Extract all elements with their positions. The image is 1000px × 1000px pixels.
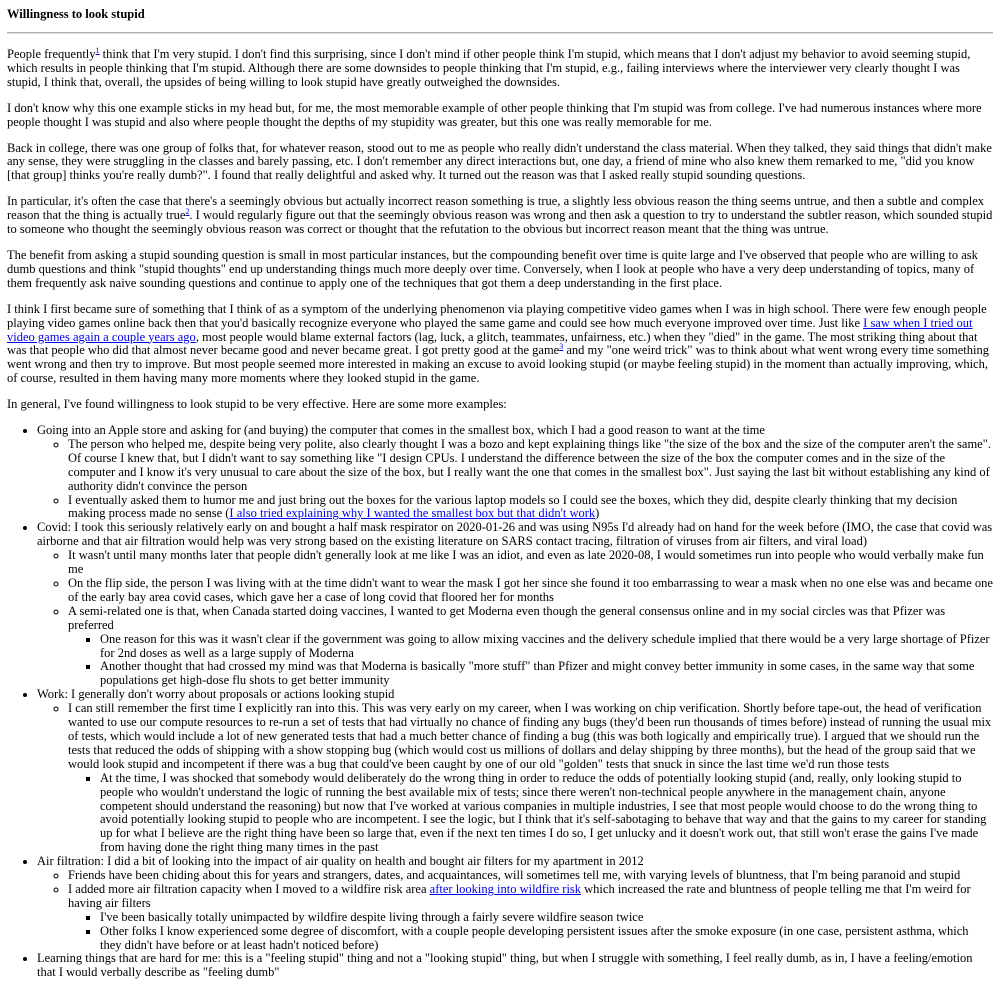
footnote-link-3[interactable]: 3 [559,342,564,352]
paragraph-college-memory: I don't know why this one example sticks in my head but, for me, the most memorable example of other people thinking that I'm stupid was from college. I've had numerous instances where more people thought I was stupid and also where people thought the depths of my stupidity was greater, but this one was really memorable for me. [7,100,982,129]
text: and my "one weird trick" was to think about what went wrong every time something went wrong and then try to improve. But most people seemed more interested in making an excuse to avoid looking stupid (or maybe feeling stupid) in the moment than actually improving, which, of course, resulted in them having many more moments where they looked stupid in the game. [7,343,989,386]
list-item: ◦ Friends have been chiding about this for years and strangers, dates, and acquaintances, will sometimes tell me, with varying levels of bluntness, that I'm being paranoid and stupid [68,869,993,883]
sublist [37,438,993,521]
text: , most people would blame external factors (lag, luck, a glitch, teammates, unfairness, etc.) when they "died" in the game. The most striking thing about that was that people who did that almost never became good and never became great. I got pretty good at the game [7,329,978,358]
list-item-covid [37,521,993,688]
paragraph-video-games [7,303,993,386]
paragraph-compounding-benefit: The benefit from asking a stupid sounding question is small in most particular instances, but the compounding benefit over time is quite large and I've observed that people who are willing to ask dumb questions and think "stupid thoughts" end up understanding things much more deeply over time. Conversely, when I look at people who have a very deep understanding of topics, many of them frequently ask naive sounding questions and continue to apply one of the techniques that got them a deep understanding in the first place. [7,247,978,290]
list-item-text: I added more air filtration capacity when I moved to a wildfire risk area [68,881,430,896]
list-item: ▪ Another thought that had crossed my mind was that Moderna is basically "more stuff" than Pfizer and might convey better immunity in some cases, in the same way that some populations get high-dose flu shots to get better immunity [100,660,993,688]
footnote-link-1[interactable]: 1 [95,46,100,55]
list-item-text: Going into an Apple store and asking for (and buying) the computer that comes in the smallest box, which I had a good reason to want at the time [37,423,765,438]
sublist [68,633,993,689]
paragraph-college-group: Back in college, there was one group of folks that, for whatever reason, stood out to me as people who really didn't understand the class material. When they talked, they said things that didn't make any sense, they were struggling in the classes and barely passing, etc. I don't remember any direct interactions but, one day, a friend of mine who also knew them remarked to me, "did you know [that group] thinks you're really dumb?". I found that really delightful and asked why. It turned out the reason was that I asked really stupid sounding questions. [7,140,992,183]
examples-list [7,424,993,980]
list-item: ▪ I've been basically totally unimpacted by wildfire despite living through a fairly severe wildfire season twice [100,911,993,925]
list-item-work [37,688,993,855]
list-item-text: ) [595,506,600,521]
list-item-text: A semi-related one is that, when Canada started doing vaccines, I wanted to get Moderna even though the general consensus online and in my social circles was that Pfizer was preferred [68,603,946,632]
text: think that I'm very stupid. I don't find this surprising, since I don't mind if other people think I'm stupid, which means that I don't adjust my behavior to avoid seeming stupid, which results in people thinking that I'm stupid. Although there are some downsides to people thinking that I'm stupid, e.g., failing interviews where the interviewer very clearly thought I was stupid, I think that, overall, the upsides of being willing to look stupid have greatly outweighed the downsides. [7,47,971,89]
text: People frequently [7,47,96,61]
list-item [68,883,993,953]
list-item [68,702,993,855]
text: I think I first became sure of something that I think of as a symptom of the underlying phenomenon via playing competitive video games when I was in high school. There were few enough people playing video games online back then that you'd basically recognize everyone who played the same game and could see how much everyone improved over time. Just like [7,301,987,330]
list-item-text: I can still remember the first time I explicitly ran into this. This was very early on my career, when I was working on chip verification. Shortly before tape-out, the head of verification wanted to use our compute resources to re-run a set of tests that had virtually no chance of finding any bugs (they'd been run thousands of times before) instead of running the usual mix of tests, which would include a lot of new generated tests that had a much better chance of finding a bug (this was both logically and empirically true). I argued that we should run the tests that reduced the odds of shipping with a show stopping bug (which would cost us millions of dollars and delay shipping by three months), but the head of the group said that we would look stupid and incompetent if there was a bug that could've been caught by one of our old "golden" tests that snuck in since the last time we'd run those tests [68,701,992,771]
sublist [68,772,993,855]
title-divider [7,32,993,34]
list-item: ▪ At the time, I was shocked that somebody would deliberately do the wrong thing in order to reduce the odds of potentially looking stupid (and, really, only looking stupid to people who wouldn't understand the logic of running the best available mix of tests; since there weren't non-technical people anywhere in the management chain, anyone competent should understand the reasoning) but now that I've worked at various companies in multiple industries, I see that most people would choose to do the wrong thing to avoid potentially looking stupid to people who are incompetent. I see the logic, but I think that it's self-sabotaging to behave that way and that the gains to my career for standing up for what I believe are the right thing have been so large that, even if the next ten times I do so, I get unlucky and it doesn't work out, that still won't erase the gains I've made from having done the right thing many times in the past [100,772,993,855]
sublist [37,549,993,688]
list-item-text: which increased the rate and bluntness of people telling me that I'm weird for having air filters [68,881,971,910]
sublist [37,702,993,855]
list-item: ◦ It wasn't until many months later that people didn't generally look at me like I was an idiot, and even as late 2020-08, I would sometimes run into people who would verbally make fun me [68,549,993,577]
list-item: ▪ One reason for this was it wasn't clear if the government was going to allow mixing vaccines and the delivery schedule implied that there would be a very large shortage of Pfizer for 2nd doses as well as a large supply of Moderna [100,633,993,661]
list-item: ▪ Other folks I know experienced some degree of discomfort, with a couple people developing persistent issues after the smoke exposure (in one case, persistent asthma, which they didn't have before or at least hadn't noticed before) [100,925,993,953]
sublist [37,869,993,952]
text: In particular, it's often the case that there's a seemingly obvious but actually incorrect reason something is true, a slightly less obvious reason the thing seems untrue, and then a subtle and complex reason that the thing is actually true [7,194,985,223]
list-item: ◦ The person who helped me, despite being very polite, also clearly thought I was a bozo and kept explaining things like "the size of the box and the size of the computer aren't the same". Of course I knew that, but I didn't want to say something like "I design CPUs. I understand the difference between the size of the box the computer comes and in the size of the computer and I know it's very unusual to care about the size of the box, but I really want the one that comes in the smallest box". Just saying the last bit without establishing any kind of authority didn't convince the person [68,438,993,494]
list-item [68,494,993,522]
paragraph-examples-intro: In general, I've found willingness to look stupid to be very effective. Here are some more examples: [7,397,507,412]
wildfire-risk-link[interactable]: after looking into wildfire risk [429,881,582,896]
video-games-link[interactable]: I saw when I tried out video games again a couple years ago [7,315,973,344]
list-item-text: Work: I generally don't worry about proposals or actions looking stupid [37,687,395,702]
list-item-text: Air filtration: I did a bit of looking into the impact of air quality on health and bought air filters for my apartment in 2012 [37,854,644,869]
paragraph-subtle-reasons [7,195,993,237]
text: . I would regularly figure out that the seemingly obvious reason was wrong and then ask a question to try to understand the subtler reason, which sounded stupid to someone who thought the seemingly obvious reason was correct or thought that the refutation to the obvious but incorrect reason meant that the thing was untrue. [7,208,993,237]
list-item [68,605,993,688]
smallest-box-link[interactable]: I also tried explaining why I wanted the smallest box but that didn't work [229,506,596,521]
list-item: ◦ On the flip side, the person I was living with at the time didn't want to wear the mask I got her since she found it too embarrassing to wear a mask when no one else was and became one of the early bay area covid cases, which gave her a case of long covid that floored her for months [68,577,993,605]
sublist [68,911,993,953]
paragraph-intro [7,48,993,90]
list-item-air-filtration [37,855,993,952]
footnote-link-2[interactable]: 2 [185,207,190,217]
list-item-text: Learning things that are hard for me: this is a "feeling stupid" thing and not a "looking stupid" thing, but when I struggle with something, I feel really dumb, as in, I have a feeling/emotion that I would verbally describe as "feeling dumb" [37,951,973,980]
list-item-text: Covid: I took this seriously relatively early on and bought a half mask respirator on 2020-01-26 and was using N95s I'd already had on hand for the week before (IMO, the case that covid was airborne and that air filtration would help was very strong based on the existing literature on SARS contact tracing, filtration of viruses from air filters, and viral load) [37,520,993,549]
page-title: Willingness to look stupid [7,7,145,21]
list-item-text: I eventually asked them to humor me and just bring out the boxes for the various laptop models so I could see the boxes, which they did, despite clearly thinking that my decision making process made no sense ( [68,492,958,521]
list-item-learning [37,952,993,980]
list-item-apple-store [37,424,993,521]
